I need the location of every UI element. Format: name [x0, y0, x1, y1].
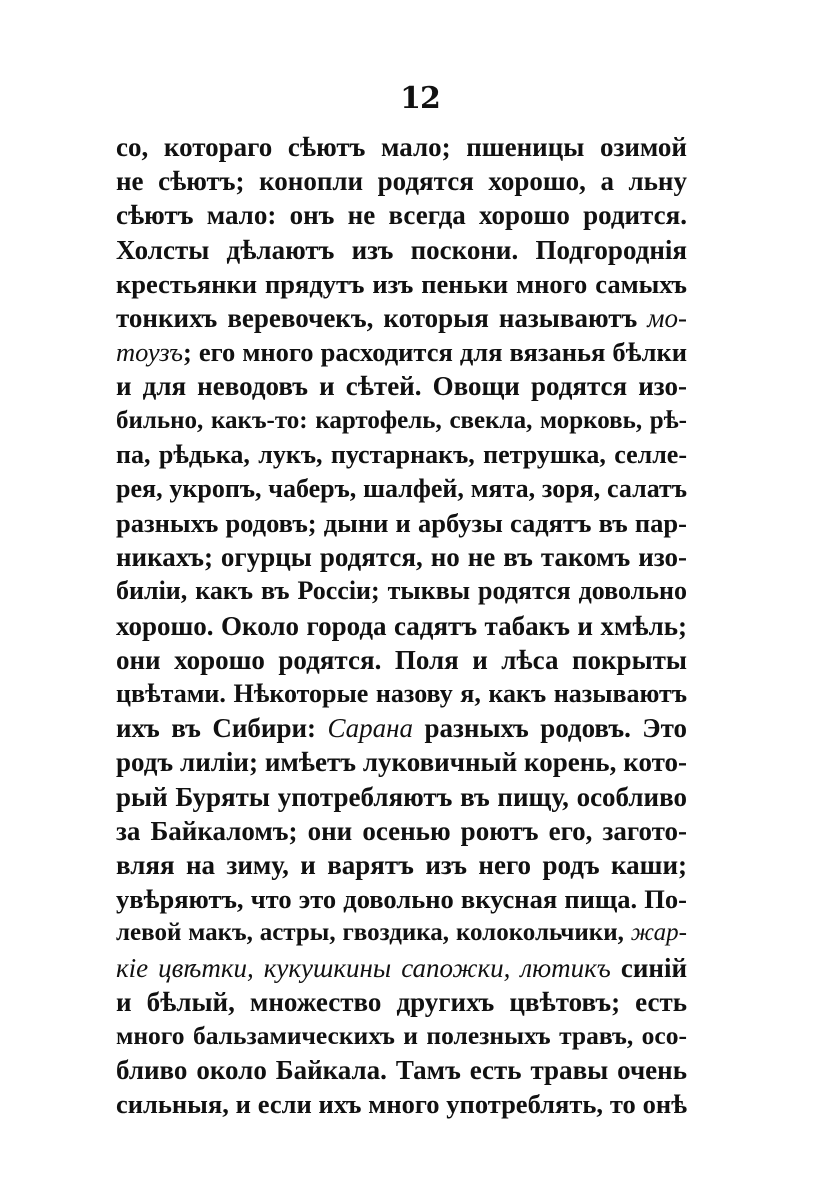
text-line [116, 677, 687, 711]
text-line [116, 438, 687, 472]
text-segment: крестьянки прядутъ изъ пеньки много самыхъ [116, 268, 687, 299]
text-segment: па, рѣдька, лукъ, пустарнакъ, петрушка, селле- [116, 439, 687, 469]
text-segment: ихъ въ Сибири: [116, 713, 328, 744]
text-line [116, 814, 687, 848]
italic-term: Сарана [327, 713, 414, 744]
italic-term: тоузъ [116, 337, 184, 368]
text-segment: вляя на зиму, и варятъ изъ него родъ каши; [116, 849, 687, 880]
page-number: 12 [400, 81, 440, 116]
text-segment: хорошо. Около города садятъ табакъ и хмѣль; [116, 610, 687, 641]
text-line [116, 882, 687, 916]
italic-term: мо- [647, 302, 687, 333]
text-line [116, 745, 687, 779]
text-segment: бильно, какъ-то: картофель, свекла, морковь, рѣ- [116, 406, 687, 434]
text-line [116, 643, 687, 677]
text-segment: биліи, какъ въ Россіи; тыквы родятся довольно [116, 576, 687, 606]
text-line [116, 506, 687, 540]
italic-term: кіе цвѣтки, кукушкины сапожки, лютикъ [116, 952, 611, 983]
text-segment: и для неводовъ и сѣтей. Овощи родятся изо- [116, 371, 687, 402]
text-line [116, 472, 687, 506]
text-segment: Холсты дѣлаютъ изъ поскони. Подгороднія [116, 234, 687, 265]
text-segment: разныхъ родовъ; дыни и арбузы садятъ въ пар- [116, 508, 687, 539]
text-segment: со, котораго сѣютъ мало; пшеницы озимой [116, 132, 687, 162]
text-line [116, 164, 687, 198]
text-line [116, 540, 687, 574]
text-segment: сильныя, и если ихъ много употреблять, то онѣ [116, 1089, 687, 1120]
text-segment: рый Буряты употребляютъ въ пищу, особливо [116, 781, 687, 812]
text-segment: синій [610, 952, 688, 983]
text-segment: тонкихъ веревочекъ, которыя называютъ [116, 302, 648, 333]
text-segment: они хорошо родятся. Поля и лѣса покрыты [116, 644, 687, 675]
text-line [116, 711, 687, 745]
text-line [116, 335, 687, 369]
text-segment: ; его много расходится для вязанья бѣлки [183, 337, 687, 368]
text-segment: разныхъ родовъ. Это [413, 713, 687, 744]
text-line [116, 848, 687, 882]
text-line [116, 1087, 687, 1121]
text-line [116, 198, 687, 232]
text-segment: сѣютъ мало: онъ не всегда хорошо родится. [116, 200, 687, 231]
text-segment: и бѣлый, множество другихъ цвѣтовъ; есть [116, 986, 687, 1017]
body-text [116, 130, 687, 1121]
text-segment: не сѣютъ; конопли родятся хорошо, а льну [116, 166, 687, 197]
text-line [116, 1053, 687, 1087]
text-line [116, 233, 687, 267]
text-line [116, 130, 687, 164]
text-segment: увѣряютъ, что это довольно вкусная пища. По- [116, 884, 687, 915]
text-segment: много бальзамическихъ и полезныхъ травъ, осо- [116, 1020, 687, 1050]
text-segment: родъ лиліи; имѣетъ луковичный корень, кото- [116, 747, 687, 778]
text-line [116, 951, 687, 985]
text-line [116, 267, 687, 301]
text-line [116, 301, 687, 335]
text-segment: бливо около Байкала. Тамъ есть травы очень [116, 1055, 687, 1086]
text-segment: за Байкаломъ; они осенью роютъ его, загото- [116, 815, 687, 846]
text-segment: цвѣтами. Нѣкоторые назову я, какъ называютъ [116, 679, 687, 708]
text-segment: левой макъ, астры, гвоздика, колокольчики, [116, 919, 631, 947]
text-segment: рея, укропъ, чаберъ, шалфей, мята, зоря, салатъ [116, 473, 687, 503]
text-line [116, 609, 687, 643]
text-line [116, 574, 687, 608]
text-segment: никахъ; огурцы родятся, но не въ такомъ изо- [116, 542, 687, 573]
text-line [116, 404, 687, 438]
text-line [116, 369, 687, 403]
text-line [116, 916, 687, 950]
text-line [116, 1019, 687, 1053]
italic-term: жар- [630, 919, 687, 947]
text-line [116, 985, 687, 1019]
text-line [116, 780, 687, 814]
